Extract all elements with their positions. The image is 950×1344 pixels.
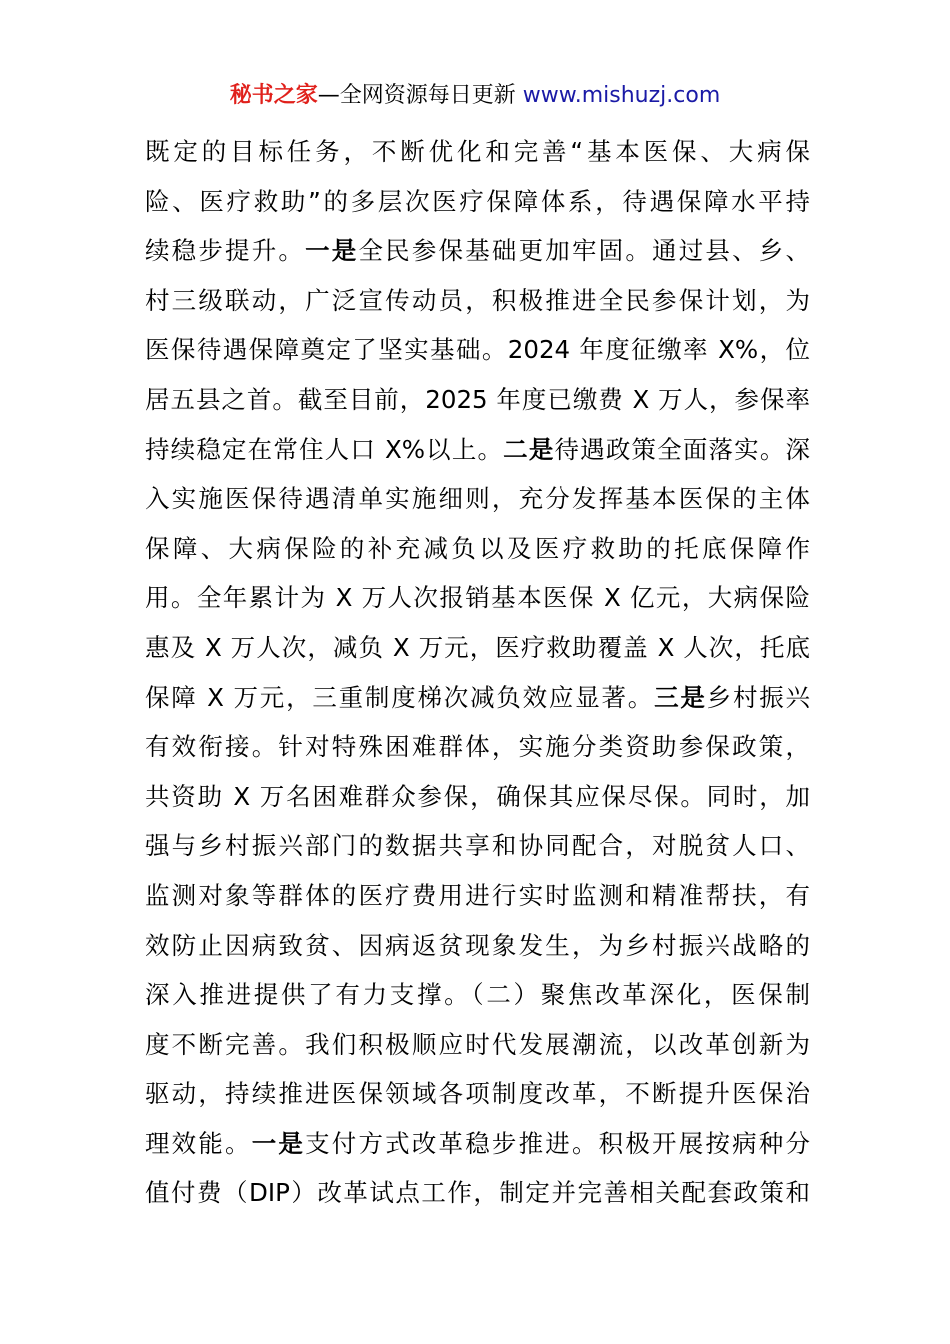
line-text: 驱动，持续推进医保领域各项制度改革，不断提升医保治 [145,1079,810,1109]
text-line [145,970,810,1020]
text-line [145,673,810,723]
line-text: 理效能。 [145,1128,252,1158]
line-text: 医保待遇保障奠定了坚实基础。2024 年度征缴率 X%，位 [145,335,810,365]
line-text: 深入推进提供了有力支撑。（二）聚焦改革深化，医保制 [145,980,810,1010]
line-text: 用。全年累计为 X 万人次报销基本医保 X 亿元，大病保险 [145,583,810,613]
body-text [145,127,810,1218]
line-text: 有效衔接。针对特殊困难群体，实施分类资助参保政策， [145,732,810,762]
line-text: 居五县之首。截至目前，2025 年度已缴费 X 万人，参保率 [145,384,810,414]
line-text: 续稳步提升。 [145,236,306,266]
line-text: 待遇政策全面落实。深 [554,434,811,464]
line-text: 乡村振兴 [706,682,811,712]
text-line [145,1069,810,1119]
text-line [145,722,810,772]
emphasis-text: 一是 [305,236,359,266]
line-text: 支付方式改革稳步推进。积极开展按病种分 [305,1128,810,1158]
text-line [145,276,810,326]
line-text: 惠及 X 万人次，减负 X 万元，医疗救助覆盖 X 人次，托底 [145,632,810,662]
text-line [145,226,810,276]
line-text: 保障 X 万元，三重制度梯次减负效应显著。 [145,682,655,712]
line-text: 监测对象等群体的医疗费用进行实时监测和精准帮扶，有 [145,880,810,910]
line-text: 效防止因病致贫、因病返贫现象发生，为乡村振兴战略的 [145,930,810,960]
text-line [145,474,810,524]
line-text: 强与乡村振兴部门的数据共享和协同配合，对脱贫人口、 [145,831,810,861]
line-text: 持续稳定在常住人口 X%以上。 [145,434,504,464]
text-line [145,573,810,623]
line-text: 值付费（DIP）改革试点工作，制定并完善相关配套政策和 [145,1178,810,1208]
line-text: 全民参保基础更加牢固。通过县、乡、 [358,236,810,266]
line-text: 既定的目标任务，不断优化和完善“基本医保、大病保 [145,137,810,166]
text-line [145,1119,810,1169]
text-line [145,375,810,425]
site-header [0,80,950,112]
emphasis-text: 一是 [251,1128,306,1158]
text-line [145,177,810,227]
emphasis-text: 二是 [503,434,555,464]
line-text: 保障、大病保险的补充减负以及医疗救助的托底保障作 [145,533,810,563]
brand-name: 秘书之家 [229,83,318,108]
line-text: 入实施医保待遇清单实施细则，充分发挥基本医保的主体 [145,484,810,514]
site-url[interactable]: www.mishuzj.com [522,83,721,108]
text-line [145,772,810,822]
header-tagline: —全网资源每日更新 [317,83,523,108]
line-text: 险、医疗救助”的多层次医疗保障体系，待遇保障水平持 [145,186,810,216]
line-text: 共资助 X 万名困难群众参保，确保其应保尽保。同时，加 [145,781,810,811]
text-line [145,821,810,871]
text-line [145,1020,810,1070]
text-line [145,127,810,177]
text-line [145,623,810,673]
text-line [145,871,810,921]
text-line [145,1168,810,1218]
emphasis-text: 三是 [654,682,707,712]
text-line [145,425,810,475]
text-line [145,325,810,375]
text-line [145,921,810,971]
line-text: 度不断完善。我们积极顺应时代发展潮流，以改革创新为 [145,1029,810,1059]
line-text: 村三级联动，广泛宣传动员，积极推进全民参保计划，为 [145,285,810,315]
text-line [145,524,810,574]
